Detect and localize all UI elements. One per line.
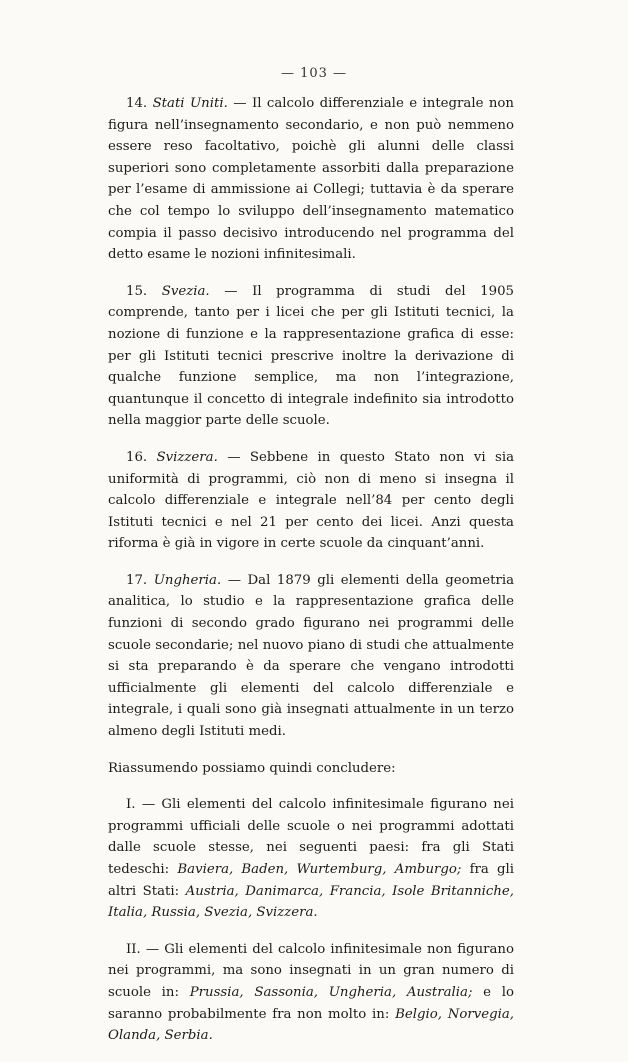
paragraph-svezia [108,281,514,432]
conclusion-text: — Gli elementi del calcolo infinitesimale non figurano nei programmi, ma sono insegnati in un gran numero di scuole in: [108,941,514,1000]
paragraph-text: — Dal 1879 gli elementi della geometria analitica, lo studio e la rappresentazione grafica delle funzioni di secondo grado figurano nei programmi delle scuole secondarie; nel nuovo piano di studi che attualmente si sta preparando è da sperare che vengano introdotti ufficialmente gli elementi del calcolo differenziale e integrale, i quali sono già insegnati attualmente in un terzo almeno degli Istituti medi. [108,572,515,740]
conclusion-item-2 [108,939,514,1047]
section-heading: Svezia. [161,283,210,299]
paragraph-text: — Il calcolo differenziale e integrale non figura nell’insegnamento secondario, e non può nemmeno essere reso facoltativo, poichè gli alunni delle classi superiori sono completamente assorbiti dalla preparazione per l’esame di ammissione ai Collegi; tuttavia è da sperare che col tempo lo sviluppo dell’insegnamento matematico compia il passo decisivo introducendo nel programma del detto esame le nozioni infinitesimali. [108,96,514,263]
page-number: — 103 — [280,66,348,81]
section-heading: Svizzera. [156,449,218,465]
conclusion-intro [108,758,514,780]
conclusion-label: I. [126,797,136,813]
paragraph-svizzera [108,447,514,555]
other-states-list: Austria, Danimarca, Francia, Isole Britanniche, Italia, Russia, Svezia, Svizzera. [108,883,515,921]
conclusion-label: II. [126,941,141,957]
section-heading: Stati Uniti. [152,96,228,111]
german-states-list: Baviera, Baden, Wurtemburg, Amburgo; [177,862,462,877]
conclusion-mid-text: fra gli altri Stati: [108,862,514,899]
conclusion-item-1 [108,794,514,924]
taught-states-list: Prussia, Sassonia, Ungheria, Australia; [189,984,473,1000]
paragraph-ungheria [108,570,514,743]
paragraph-number: 16. [126,449,148,465]
future-states-list: Belgio, Norvegia, Olanda, Serbia. [108,1006,514,1044]
paragraph-number: 17. [126,572,148,588]
paragraph-text: — Sebbene in questo Stato non vi sia uniformità di programmi, ciò non di meno si insegna il calcolo differenziale e integrale nell’84 per cento degli Istituti tecnici e nel 21 per cento dei licei. Anzi questa riforma è già in vigore in certe scuole da cinquant’anni. [108,449,514,552]
body-text [108,93,514,1062]
paragraph-stati-uniti [108,93,514,266]
paragraph-number: 15. [126,283,148,299]
paragraph-text: — Il programma di studi del 1905 comprende, tanto per i licei che per gli Istituti tecnici, la nozione di funzione e la rappresentazione grafica di esse: per gli Istituti tecnici prescrive inoltre la derivazione di qualche funzione semplice, ma non l’integrazione, quantunque il concetto di integrale indefinito sia introdotto nella maggior parte delle scuole. [108,283,514,429]
conclusion-text: — Gli elementi del calcolo infinitesimale figurano nei programmi ufficiali delle scuole o nei programmi adottati dalle scuole stesse, nei seguenti paesi: fra gli Stati tedeschi: [108,797,514,877]
conclusion-intro-text: Riassumendo possiamo quindi concludere: [108,760,396,776]
conclusion-mid-text: e lo saranno probabilmente fra non molto in: [108,984,514,1022]
section-heading: Ungheria. [153,572,222,588]
paragraph-number: 14. [126,96,148,111]
